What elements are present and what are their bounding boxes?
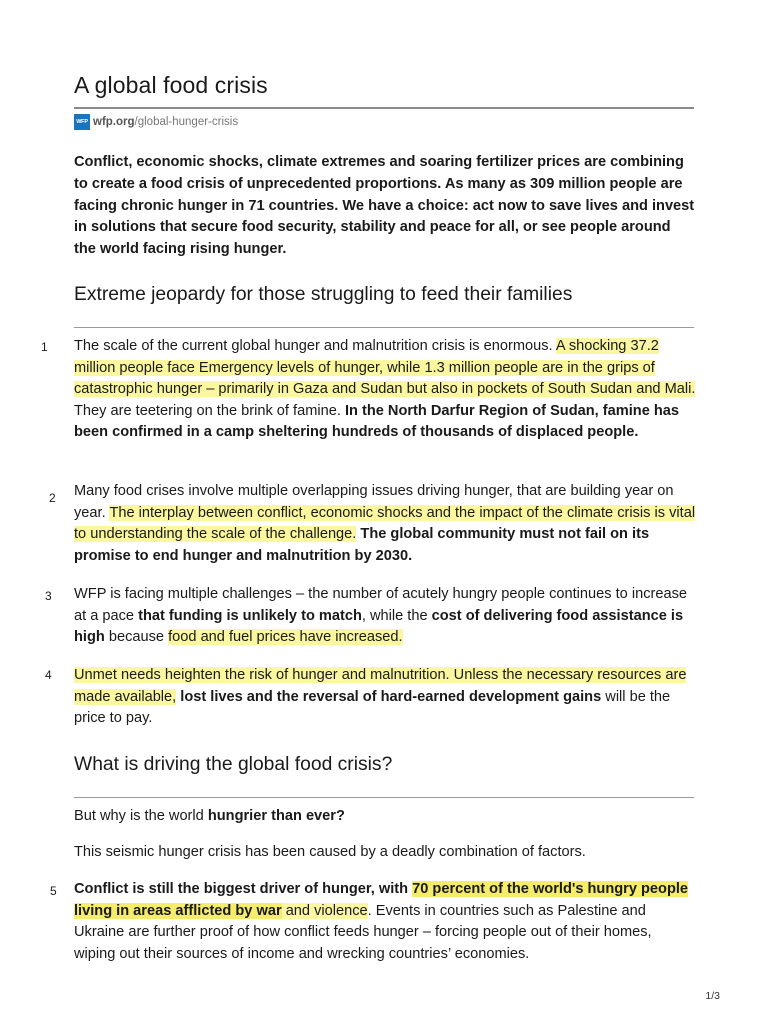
text: because bbox=[104, 629, 169, 646]
paragraph-7 bbox=[74, 879, 696, 965]
bold-text: In the North Darfur Region of Sudan, famine has been confirmed in a camp sheltering hundreds of thousands of displaced people. bbox=[74, 402, 680, 441]
highlight: The interplay between conflict, economic shocks and the impact of the climate crisis is vital to understanding the scale of the challenge. bbox=[74, 504, 696, 543]
text: They are teetering on the brink of famine. bbox=[74, 402, 345, 419]
text: . Events in countries such as Palestine and Ukraine are further proof of how conflict feeds hunger – forcing people out of their homes, wiping out their sources of income and wrecking countries’ economies. bbox=[74, 902, 652, 962]
section-divider bbox=[74, 327, 694, 328]
source-link[interactable] bbox=[74, 114, 238, 130]
text: WFP is facing multiple challenges – the number of acutely hungry people continues to increase at a pace bbox=[74, 586, 688, 624]
bold-text: cost of delivering food assistance is high bbox=[74, 607, 684, 646]
bold-text: The global community must not fail on its promise to end hunger and malnutrition by 2030. bbox=[74, 526, 650, 564]
footnote-number: 4 bbox=[45, 668, 52, 682]
bold-text: hungrier than ever? bbox=[207, 808, 345, 824]
footnote-number: 3 bbox=[45, 589, 52, 603]
paragraph-4 bbox=[74, 665, 696, 730]
paragraph-2 bbox=[74, 481, 696, 567]
text: Many food crises involve multiple overlapping issues driving hunger, that are building year on year. bbox=[74, 483, 674, 521]
footnote-number: 1 bbox=[41, 340, 48, 354]
text: But why is the world bbox=[74, 808, 208, 824]
highlight-bold: 70 percent of the world's hungry people living in areas afflicted by war bbox=[74, 881, 689, 919]
section-heading-jeopardy: Extreme jeopardy for those struggling to feed their families bbox=[74, 284, 573, 305]
highlight: Unmet needs heighten the risk of hunger and malnutrition. Unless the necessary resources are made available, bbox=[74, 667, 687, 705]
paragraph-1 bbox=[74, 336, 696, 444]
text: will be the price to pay. bbox=[74, 688, 671, 727]
section-divider bbox=[74, 797, 694, 798]
highlight: A shocking 37.2 million people face Emergency levels of hunger, while 1.3 million people are in the grips of catastrophic hunger – primarily in Gaza and Sudan but also in pockets of South Sudan and Mali. bbox=[74, 338, 696, 398]
bold-text: lost lives and the reversal of hard-earned development gains bbox=[176, 688, 602, 705]
source-domain[interactable]: wfp.org bbox=[93, 116, 135, 128]
highlight: food and fuel prices have increased. bbox=[168, 629, 403, 646]
lede-paragraph: Conflict, economic shocks, climate extremes and soaring fertilizer prices are combining to create a food crisis of unprecedented proportions. As many as 309 million people are facing chronic hunger in 71 countries. We have a choice: act now to save lives and invest in solutions that secure food security, stability and peace for all, or see people around the world facing rising hunger. bbox=[74, 154, 695, 258]
text: , while the bbox=[361, 607, 432, 624]
highlight: and violence bbox=[281, 902, 368, 919]
paragraph-6: This seismic hunger crisis has been caused by a deadly combination of factors. bbox=[74, 844, 586, 860]
footnote-number: 5 bbox=[50, 884, 57, 898]
wfp-logo-icon: WFP bbox=[74, 114, 90, 130]
page-number: 1/3 bbox=[705, 990, 720, 1002]
bold-text: that funding is unlikely to match bbox=[138, 607, 362, 624]
paragraph-3 bbox=[74, 584, 696, 649]
source-path[interactable]: /global-hunger-crisis bbox=[134, 116, 239, 128]
section-heading-drivers: What is driving the global food crisis? bbox=[74, 754, 393, 775]
page-title: A global food crisis bbox=[74, 72, 268, 98]
title-divider bbox=[74, 107, 694, 109]
text: The scale of the current global hunger and malnutrition crisis is enormous. bbox=[74, 338, 556, 354]
footnote-number: 2 bbox=[49, 491, 56, 505]
bold-text: Conflict is still the biggest driver of hunger, with bbox=[74, 881, 413, 897]
paragraph-5 bbox=[74, 806, 696, 828]
